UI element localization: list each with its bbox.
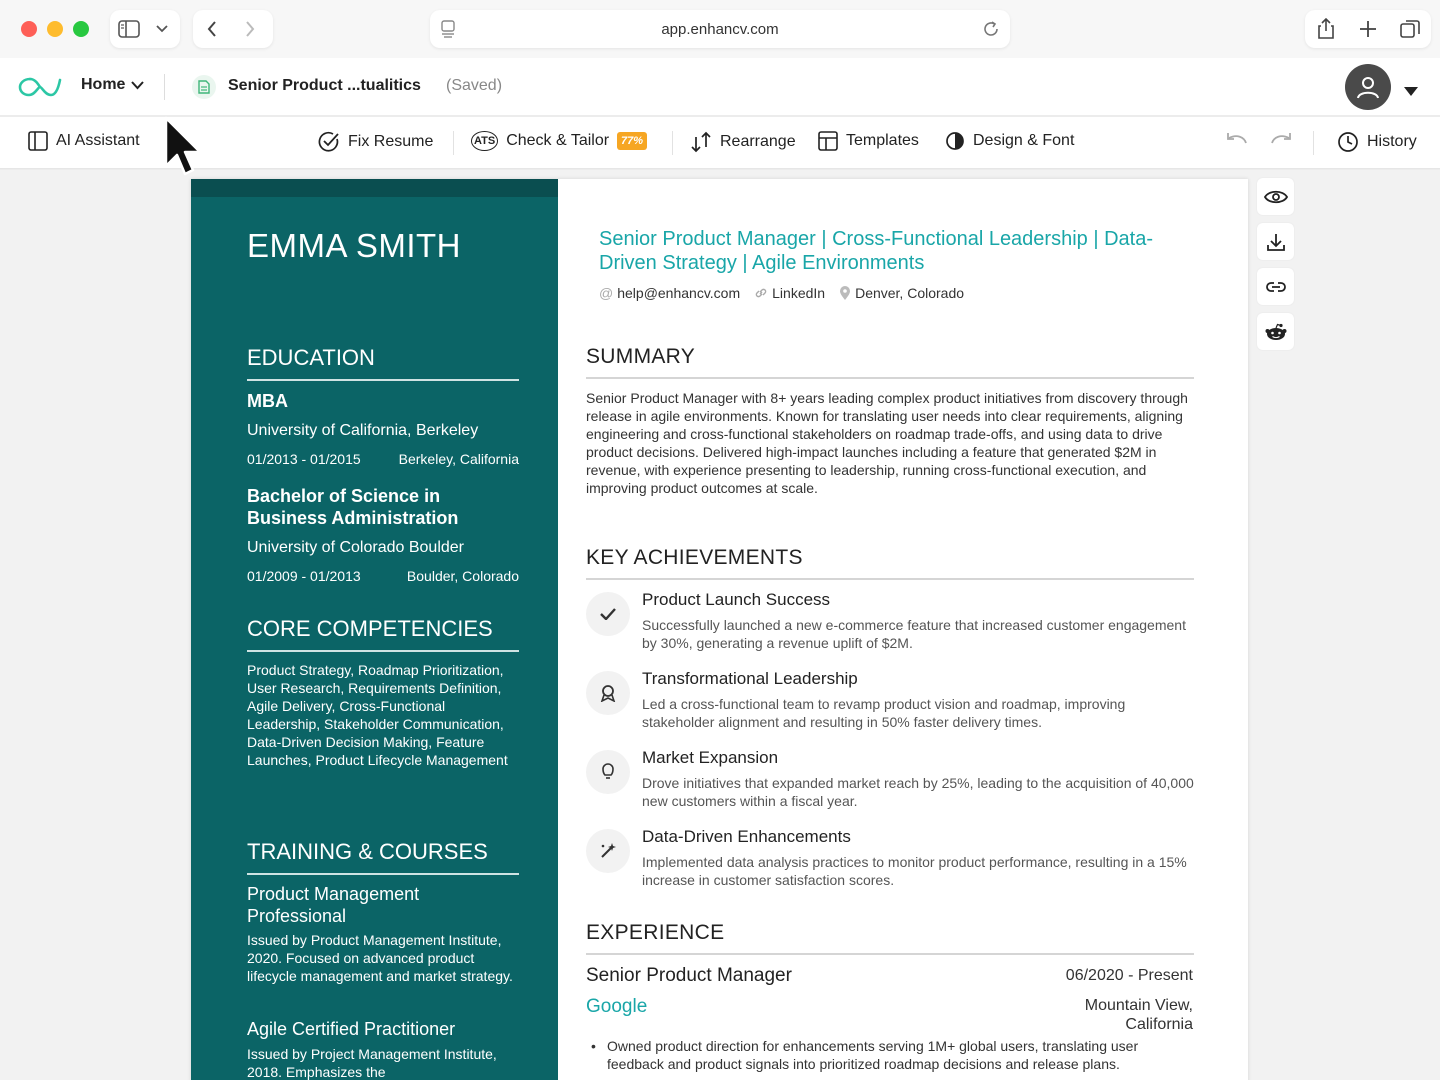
lightbulb-icon (586, 750, 630, 794)
panel-icon (28, 131, 48, 151)
page-tools-rail (1257, 178, 1294, 358)
award-icon (586, 671, 630, 715)
course-title[interactable]: Agile Certified Practitioner (247, 1019, 456, 1039)
resume-page[interactable] (191, 179, 1248, 1080)
sidebar-toggle-group (110, 10, 180, 48)
mouse-cursor-icon (163, 116, 203, 187)
education-meta-row (247, 568, 519, 584)
editor-toolbar (0, 117, 1440, 169)
education-dates[interactable]: 01/2013 - 01/2015 (247, 451, 361, 467)
education-school[interactable]: University of California, Berkeley (247, 422, 479, 439)
ai-assistant-button[interactable] (28, 131, 140, 151)
history-nav-group (193, 10, 273, 48)
enhancv-logo-icon[interactable] (18, 75, 62, 104)
app-header (0, 58, 1440, 116)
contact-linkedin[interactable] (754, 285, 825, 301)
competencies-text[interactable]: Product Strategy, Roadmap Prioritization, User Research, Requirements Definition, Agile Delivery, Cross-Functional Leadership, Stakeholder Communication, Data-Driven Decision Making, Feature Launches, Product Lifecycle Management (247, 662, 508, 768)
resume-name[interactable]: EMMA SMITH (247, 227, 462, 264)
template-icon (818, 131, 838, 151)
sidebar-icon[interactable] (110, 10, 148, 48)
reload-icon[interactable] (982, 20, 1000, 43)
design-font-button[interactable] (945, 131, 1074, 151)
browser-toolbar (0, 0, 1440, 58)
education-degree[interactable]: MBA (247, 391, 288, 411)
at-icon: @ (599, 285, 614, 301)
contrast-icon (945, 131, 965, 151)
ai-assistant-label: AI Assistant (56, 132, 140, 149)
toolbar-divider (672, 131, 673, 155)
fix-resume-button[interactable] (318, 131, 433, 153)
history-button[interactable] (1337, 131, 1417, 153)
caret-down-icon[interactable] (1404, 83, 1418, 101)
experience-dates[interactable]: 06/2020 - Present (1065, 967, 1193, 984)
ats-score-badge: 77% (617, 132, 647, 150)
resume-headline[interactable]: Senior Product Manager | Cross-Functional Leadership | Data-Driven Strategy | Agile Environments (599, 228, 1153, 274)
check-tailor-label: Check & Tailor (506, 132, 610, 149)
user-avatar[interactable] (1345, 64, 1391, 110)
zoom-window-button[interactable] (73, 21, 89, 37)
achievement-description: Led a cross-functional team to revamp product vision and roadmap, improving stakeholder alignment and resulting in 50% faster delivery times. (642, 696, 1126, 730)
training-heading[interactable]: TRAINING & COURSES (247, 839, 519, 875)
design-font-label: Design & Font (973, 132, 1075, 149)
experience-location[interactable]: Mountain View, California (1084, 997, 1193, 1033)
achievement-description: Implemented data analysis practices to monitor product performance, resulting in a 15% increase in customer satisfaction scores. (642, 854, 1187, 888)
summary-text[interactable]: Senior Product Manager with 8+ years leading complex product initiatives from discovery through release in agile environments. Known for translating user needs into clear requirements, aligning engineering and cross-functional stakeholders on roadmap trade-offs, and using data to drive product decisions. Delivered high-impact launches including a feature that generated $2M in revenue, with experience presenting to leadership, running cross-functional execution, and improving product outcomes at scale. (586, 390, 1188, 496)
back-arrow-icon[interactable] (193, 10, 231, 48)
summary-heading[interactable]: SUMMARY (586, 345, 1194, 379)
document-icon (192, 75, 216, 99)
contact-row (599, 285, 964, 301)
swap-arrows-icon (690, 131, 712, 153)
ats-icon: ATS (471, 131, 498, 151)
chevron-down-icon[interactable] (148, 10, 176, 48)
reddit-icon[interactable] (1257, 313, 1294, 350)
location-text: Denver, Colorado (855, 285, 965, 301)
close-window-button[interactable] (21, 21, 37, 37)
toolbar-divider (1313, 131, 1314, 155)
new-tab-icon[interactable] (1347, 10, 1389, 48)
achievement-title: Transformational Leadership (642, 669, 858, 688)
fix-resume-label: Fix Resume (348, 133, 434, 150)
competencies-heading[interactable]: CORE COMPETENCIES (247, 616, 519, 652)
experience-company[interactable]: Google (586, 996, 648, 1017)
redo-button[interactable] (1270, 131, 1292, 145)
experience-bullet[interactable] (591, 1037, 1191, 1073)
experience-job-title[interactable]: Senior Product Manager (586, 965, 792, 986)
course-description[interactable]: Issued by Project Management Institute, 2018. Emphasizes the (247, 1046, 497, 1080)
sidebar-top-strip (191, 179, 558, 197)
magic-wand-icon (586, 829, 630, 873)
rearrange-button[interactable] (690, 131, 796, 153)
url-text: app.enhancv.com (661, 21, 779, 38)
undo-button[interactable] (1226, 131, 1248, 145)
clock-icon (1337, 131, 1359, 153)
linkedin-text: LinkedIn (772, 285, 826, 301)
user-icon (1356, 75, 1380, 99)
undo-icon (1226, 131, 1248, 145)
save-status: (Saved) (446, 77, 503, 94)
download-icon[interactable] (1257, 223, 1294, 260)
education-location[interactable]: Boulder, Colorado (406, 568, 519, 584)
achievement-title: Product Launch Success (642, 590, 831, 609)
link-icon (754, 286, 768, 300)
browser-actions-group (1305, 10, 1431, 48)
contact-location[interactable] (839, 285, 964, 301)
document-title[interactable]: Senior Product ...tualitics (228, 77, 421, 94)
history-label: History (1367, 133, 1417, 150)
toolbar-divider (453, 131, 454, 155)
education-location[interactable]: Berkeley, California (398, 451, 519, 467)
education-meta-row (247, 451, 519, 467)
home-label: Home (81, 76, 126, 93)
education-dates[interactable]: 01/2009 - 01/2013 (247, 568, 361, 584)
education-school[interactable]: University of Colorado Boulder (247, 539, 464, 556)
email-text: help@enhancv.com (617, 285, 741, 301)
education-heading[interactable]: EDUCATION (247, 345, 519, 381)
location-pin-icon (839, 286, 851, 301)
rearrange-label: Rearrange (720, 133, 796, 150)
share-icon[interactable] (1305, 10, 1347, 48)
contact-email[interactable] (599, 285, 740, 301)
minimize-window-button[interactable] (47, 21, 63, 37)
header-divider (164, 74, 165, 100)
course-description[interactable]: Issued by Product Management Institute, 2020. Focused on advanced product lifecycle management and market strategy. (247, 932, 513, 984)
check-icon (586, 592, 630, 636)
course-title[interactable]: Product Management Professional (247, 884, 420, 926)
redo-icon (1270, 131, 1292, 145)
experience-heading[interactable]: EXPERIENCE (586, 921, 1194, 955)
templates-label: Templates (846, 132, 919, 149)
achievement-title: Market Expansion (642, 748, 779, 767)
editor-canvas (0, 170, 1440, 1080)
chevron-down-icon (131, 81, 144, 90)
check-tailor-button[interactable] (471, 131, 647, 151)
address-bar[interactable] (430, 10, 1010, 48)
achievement-title: Data-Driven Enhancements (642, 827, 851, 846)
tab-overview-icon[interactable] (1389, 10, 1431, 48)
achievements-heading[interactable]: KEY ACHIEVEMENTS (586, 546, 1194, 580)
check-circle-icon (318, 131, 340, 153)
home-menu[interactable] (81, 76, 144, 94)
education-degree[interactable]: Bachelor of Science in Business Administration (247, 486, 459, 528)
achievement-description: Successfully launched a new e-commerce feature that increased customer engagement by 30%, generating a revenue uplift of $2M. (642, 617, 1186, 651)
achievement-description: Drove initiatives that expanded market reach by 25%, leading to the acquisition of 40,000 new customers within a fiscal year. (642, 775, 1194, 809)
experience-bullet-text: • Owned product direction for enhancements serving 1M+ global users, translating user feedback and product signals into prioritized roadmap decisions and release plans. (607, 1038, 1139, 1072)
share-link-icon[interactable] (1257, 268, 1294, 305)
templates-button[interactable] (818, 131, 919, 151)
forward-arrow-icon[interactable] (231, 10, 269, 48)
preview-eye-icon[interactable] (1257, 178, 1294, 215)
resume-sidebar (191, 179, 558, 1080)
